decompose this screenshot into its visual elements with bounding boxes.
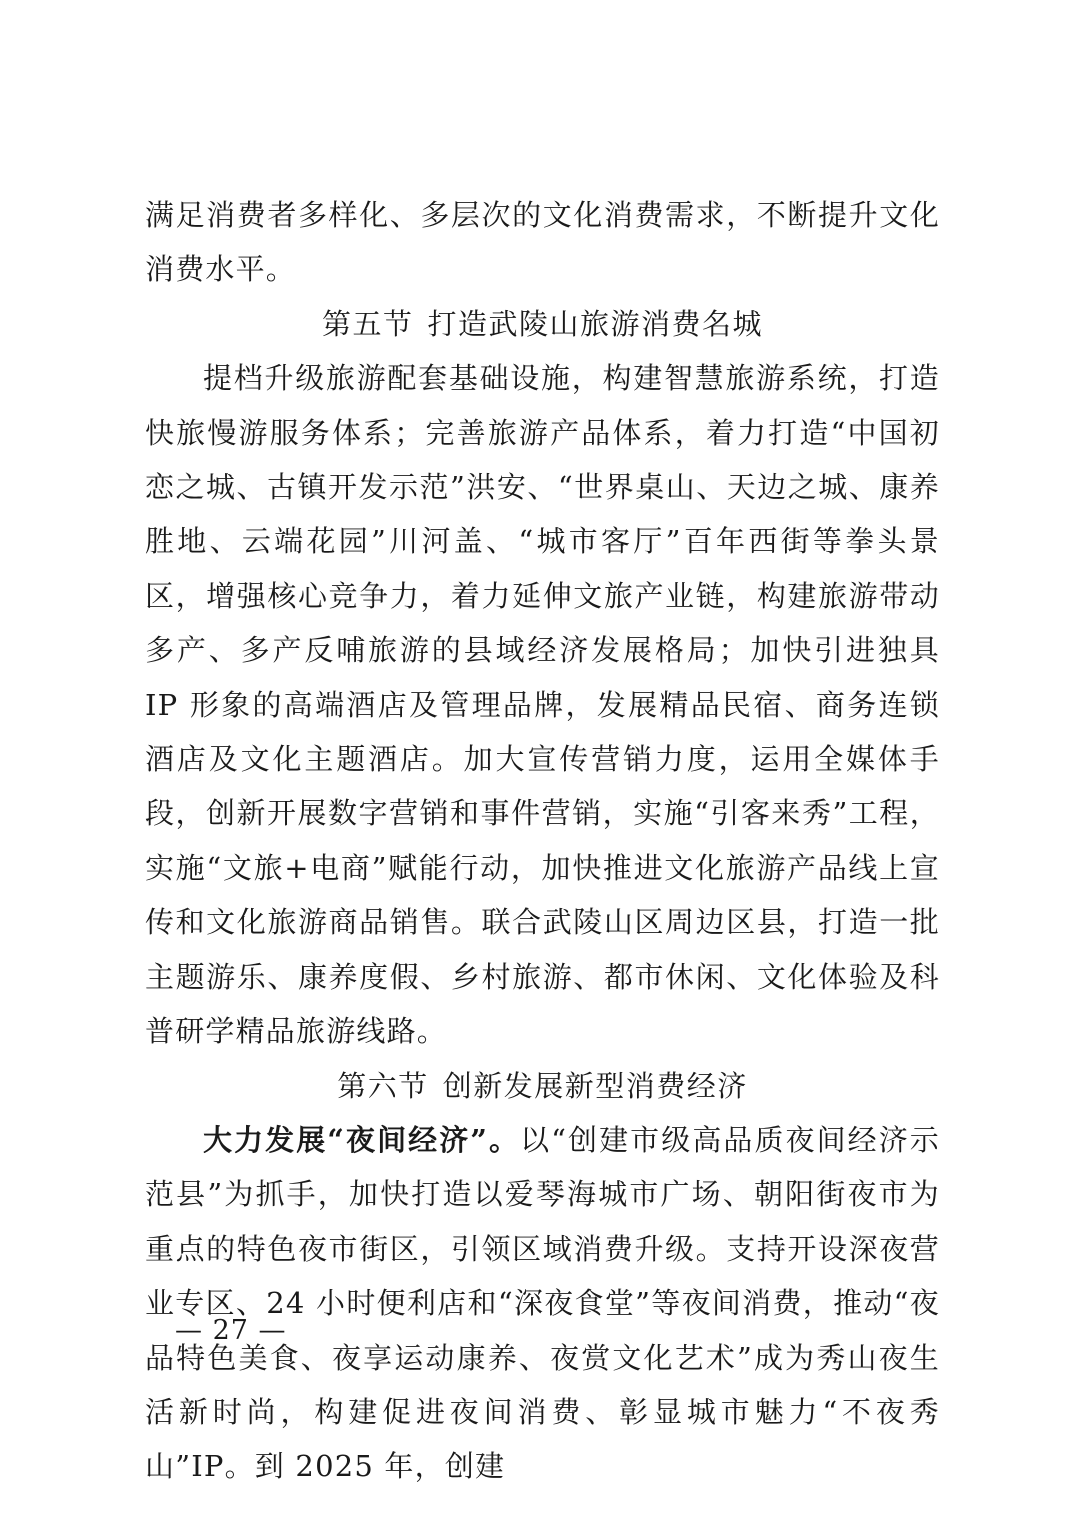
- paragraph-lead-bold: 大力发展“夜间经济”。: [203, 1122, 521, 1157]
- paragraph-tourism: 提档升级旅游配套基础设施，构建智慧旅游系统，打造快旅慢游服务体系；完善旅游产品体系，着力打造“中国初恋之城、古镇开发示范”洪安、“世界桌山、天边之城、康养胜地、云端花园”川河盖、“城市客厅”百年西街等拳头景区，增强核心竞争力，着力延伸文旅产业链，构建旅游带动多产、多产反哺旅游的县域经济发展格局；加快引进独具 IP 形象的高端酒店及管理品牌，发展精品民宿、商务连锁酒店及文化主题酒店。加大宣传营销力度，运用全媒体手段，创新开展数字营销和事件营销，实施“引客来秀”工程，实施“文旅+电商”赋能行动，加快推进文化旅游产品线上宣传和文化旅游商品销售。联合武陵山区周边区县，打造一批主题游乐、康养度假、乡村旅游、都市休闲、文化体验及科普研学精品旅游线路。: [145, 361, 940, 1049]
- paragraph-night-economy: [145, 1113, 940, 1494]
- page-number: — 27 —: [175, 1315, 287, 1346]
- section-number-5: 第五节: [321, 306, 414, 341]
- paragraph-continuation: 满足消费者多样化、多层次的文化消费需求，不断提升文化消费水平。: [145, 198, 940, 287]
- section-number-6: 第六节: [337, 1068, 429, 1103]
- page-content: [145, 188, 940, 1494]
- section-title-5: 打造武陵山旅游消费名城: [427, 306, 764, 341]
- section-title-6: 创新发展新型消费经济: [442, 1068, 748, 1103]
- paragraph-body: 以“创建市级高品质夜间经济示范县”为抓手，加快打造以爱琴海城市广场、朝阳街夜市为重点的特色夜市街区，引领区域消费升级。支持开设深夜营业专区、24 小时便利店和“深夜食堂”等夜间消费，推动“夜品特色美食、夜享运动康养、夜赏文化艺术”成为秀山夜生活新时尚，构建促进夜间消费、彰显城市魅力“不夜秀山”IP。到 2025 年，创建: [145, 1122, 940, 1484]
- section-heading-5: [145, 297, 940, 351]
- section-heading-6: [145, 1059, 940, 1113]
